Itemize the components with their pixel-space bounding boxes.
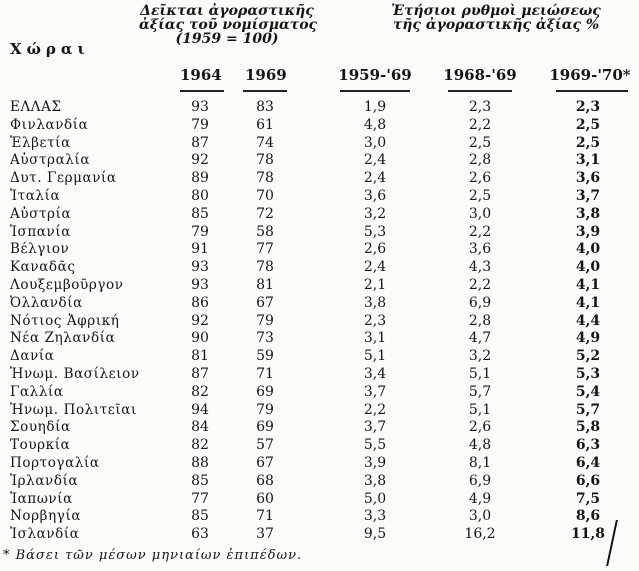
country-cell: Ἡνωμ. Πολιτεῖαι [10, 401, 137, 418]
rate-1969-70-cell: 11,8 [570, 526, 606, 543]
country-cell: Δανία [10, 348, 55, 365]
index-1969-cell: 61 [256, 116, 274, 133]
rate-1969-70-cell: 7,5 [575, 490, 601, 507]
rate-1969-70-cell: 4,1 [575, 294, 601, 311]
header-rule [340, 90, 410, 92]
table-row [0, 206, 639, 224]
index-1969-cell: 79 [256, 312, 274, 329]
index-1969-cell: 69 [256, 419, 274, 436]
rate-1959-69-cell: 5,3 [363, 223, 387, 240]
col-header-1968-69: 1968-'69 [443, 66, 517, 84]
country-cell: Φινλανδία [10, 116, 89, 133]
index-1964-cell: 79 [191, 223, 209, 240]
index-1964-cell: 93 [191, 277, 209, 293]
index-1969-cell: 73 [256, 330, 274, 347]
index-1964-cell: 86 [191, 294, 209, 311]
rate-1968-69-cell: 2,5 [468, 134, 492, 151]
header-rule [448, 90, 512, 92]
index-1964-cell: 90 [191, 330, 209, 347]
rate-1968-69-cell: 5,7 [468, 383, 492, 400]
index-1969-cell: 58 [256, 223, 274, 240]
index-1969-cell: 68 [256, 472, 274, 489]
rates-header-line1: Ἐτήσιοι ρυθμοὶ μειώσεως [391, 3, 601, 19]
rate-1968-69-cell: 4,7 [468, 330, 492, 347]
rate-1969-70-cell: 4,0 [575, 241, 601, 258]
index-1964-cell: 85 [191, 508, 209, 525]
rate-1969-70-cell: 2,5 [575, 134, 601, 151]
rate-1969-70-cell: 2,3 [575, 99, 601, 115]
table-row [0, 419, 639, 437]
rate-1959-69-cell: 3,7 [363, 419, 387, 436]
country-cell: Ὀλλανδία [10, 294, 83, 311]
rate-1968-69-cell: 16,2 [464, 526, 496, 543]
country-cell: Ἱσπανία [10, 223, 71, 240]
table-row [0, 348, 639, 366]
index-1969-cell: 78 [256, 170, 274, 187]
country-cell: Ἰταλία [10, 188, 61, 204]
country-cell: Βέλγιον [10, 241, 70, 258]
table-row [0, 313, 639, 331]
index-1964-cell: 93 [191, 259, 209, 276]
col-header-1969: 1969 [245, 66, 287, 84]
country-cell: Τουρκία [10, 437, 71, 454]
rate-1968-69-cell: 3,2 [468, 348, 492, 365]
rate-1959-69-cell: 3,8 [363, 472, 387, 489]
rate-1959-69-cell: 2,4 [363, 259, 387, 276]
rate-1968-69-cell: 4,8 [468, 437, 492, 454]
col-header-1959-69: 1959-'69 [338, 66, 412, 84]
index-1969-cell: 83 [256, 99, 274, 115]
index-1969-cell: 79 [256, 401, 274, 418]
rate-1959-69-cell: 3,8 [363, 294, 387, 311]
table-row [0, 170, 639, 188]
country-cell: Λουξεμβοῦργον [10, 277, 124, 293]
footnote: * Βάσει τῶν μέσων μηνιαίων ἐπιπέδων. [3, 548, 303, 563]
country-cell: Αὐστραλία [10, 152, 91, 169]
rate-1959-69-cell: 2,1 [363, 277, 387, 293]
country-cell: Ἑλβετία [10, 134, 71, 151]
index-1964-cell: 87 [191, 366, 209, 382]
country-cell: Ἰσλανδία [10, 526, 80, 543]
index-1969-cell: 67 [256, 455, 274, 471]
index-1969-cell: 77 [256, 241, 274, 258]
country-cell: Πορτογαλία [10, 455, 100, 471]
rate-1968-69-cell: 3,6 [468, 241, 492, 258]
rate-1969-70-cell: 5,2 [575, 348, 601, 365]
table-row [0, 508, 639, 526]
index-1964-cell: 93 [191, 99, 209, 115]
table-row [0, 455, 639, 473]
table-row [0, 384, 639, 402]
rate-1959-69-cell: 2,2 [363, 401, 387, 418]
index-1964-cell: 79 [191, 116, 209, 133]
index-1969-cell: 71 [256, 508, 274, 525]
index-group-header [139, 3, 318, 47]
index-1969-cell: 37 [256, 526, 274, 543]
rate-1968-69-cell: 2,6 [468, 419, 492, 436]
table-row [0, 330, 639, 348]
rate-1969-70-cell: 5,4 [575, 383, 601, 400]
country-cell: Δυτ. Γερμανία [10, 170, 117, 187]
rate-1969-70-cell: 6,6 [575, 472, 601, 489]
rate-1959-69-cell: 3,9 [363, 455, 387, 471]
index-1969-cell: 67 [256, 294, 274, 311]
rate-1969-70-cell: 3,8 [575, 205, 601, 222]
index-1969-cell: 78 [256, 259, 274, 276]
rate-1968-69-cell: 3,0 [468, 205, 492, 222]
rate-1969-70-cell: 6,3 [575, 437, 601, 454]
index-1969-cell: 74 [256, 134, 274, 151]
index-1969-cell: 57 [256, 437, 274, 454]
rate-1959-69-cell: 9,5 [363, 526, 387, 543]
table-row [0, 259, 639, 277]
rate-1959-69-cell: 3,7 [363, 383, 387, 400]
rate-1969-70-cell: 5,8 [575, 419, 601, 436]
table-row [0, 135, 639, 153]
rate-1968-69-cell: 2,8 [468, 152, 492, 169]
index-1964-cell: 85 [191, 472, 209, 489]
rate-1969-70-cell: 5,3 [575, 366, 601, 382]
rate-1969-70-cell: 3,9 [575, 223, 601, 240]
rate-1969-70-cell: 5,7 [575, 401, 601, 418]
index-header-line2: ἀξίας τοῦ νομίσματος [139, 17, 318, 33]
table-row [0, 241, 639, 259]
rate-1969-70-cell: 4,0 [575, 259, 601, 276]
index-header-line1: Δεῖκται ἀγοραστικῆς [140, 3, 314, 19]
country-cell: Ἰαπωνία [10, 490, 73, 507]
rates-header-line2: τῆς ἀγοραστικῆς ἀξίας % [392, 17, 600, 33]
rate-1959-69-cell: 3,2 [363, 205, 387, 222]
country-cell: Σουηδία [10, 419, 71, 436]
country-cell: Νότιος Ἀφρική [10, 312, 120, 329]
table-row [0, 117, 639, 135]
rate-1969-70-cell: 8,6 [575, 508, 601, 525]
index-1964-cell: 91 [191, 241, 209, 258]
rate-1959-69-cell: 3,3 [363, 508, 387, 525]
rate-1968-69-cell: 2,8 [468, 312, 492, 329]
rate-1968-69-cell: 3,0 [468, 508, 492, 525]
rate-1968-69-cell: 5,1 [468, 401, 492, 418]
country-cell: Γαλλία [10, 383, 64, 400]
index-1964-cell: 89 [191, 170, 209, 187]
index-1964-cell: 77 [191, 490, 209, 507]
country-cell: Νέα Ζηλανδία [10, 330, 116, 347]
country-cell: ΕΛΛΑΣ [10, 99, 62, 115]
rate-1959-69-cell: 3,6 [363, 188, 387, 204]
rate-1968-69-cell: 2,2 [468, 277, 492, 293]
table-row [0, 473, 639, 491]
index-1964-cell: 63 [191, 526, 209, 543]
table-row [0, 188, 639, 206]
rate-1959-69-cell: 2,4 [363, 152, 387, 169]
rate-1968-69-cell: 2,6 [468, 170, 492, 187]
col-header-1964: 1964 [180, 66, 222, 84]
index-1964-cell: 92 [191, 312, 209, 329]
header-rule [180, 90, 224, 92]
rate-1959-69-cell: 5,5 [363, 437, 387, 454]
table-row [0, 152, 639, 170]
rate-1959-69-cell: 4,8 [363, 116, 387, 133]
rate-1969-70-cell: 3,7 [575, 188, 601, 204]
table-row [0, 526, 639, 544]
rate-1959-69-cell: 3,4 [363, 366, 387, 382]
header-rule [243, 90, 287, 92]
table-row [0, 224, 639, 242]
rate-1969-70-cell: 4,1 [575, 277, 601, 293]
rate-1959-69-cell: 1,9 [363, 99, 387, 115]
index-1964-cell: 87 [191, 134, 209, 151]
rate-1959-69-cell: 5,1 [363, 348, 387, 365]
index-1964-cell: 81 [191, 348, 209, 365]
rate-1968-69-cell: 6,9 [468, 294, 492, 311]
index-1969-cell: 72 [256, 205, 274, 222]
rate-1968-69-cell: 8,1 [468, 455, 492, 471]
rate-1968-69-cell: 4,3 [468, 259, 492, 276]
header-rule [556, 90, 628, 92]
rate-1968-69-cell: 6,9 [468, 472, 492, 489]
index-1964-cell: 85 [191, 205, 209, 222]
rate-1959-69-cell: 2,4 [363, 170, 387, 187]
rate-1959-69-cell: 5,0 [363, 490, 387, 507]
index-1969-cell: 78 [256, 152, 274, 169]
table-row [0, 491, 639, 509]
table-row [0, 366, 639, 384]
country-cell: Αὐστρία [10, 205, 72, 222]
rate-1969-70-cell: 3,1 [575, 152, 601, 169]
country-cell: Νορβηγία [10, 508, 82, 525]
table-row [0, 277, 639, 295]
index-1969-cell: 81 [256, 277, 274, 293]
index-1969-cell: 71 [256, 366, 274, 382]
index-1964-cell: 92 [191, 152, 209, 169]
rate-1969-70-cell: 6,4 [575, 455, 601, 471]
rate-1968-69-cell: 2,5 [468, 188, 492, 204]
index-1964-cell: 84 [191, 419, 209, 436]
index-1969-cell: 59 [256, 348, 274, 365]
index-1964-cell: 88 [191, 455, 209, 471]
rate-1969-70-cell: 4,4 [575, 312, 601, 329]
rate-1968-69-cell: 2,2 [468, 223, 492, 240]
country-cell: Ἰρλανδία [10, 472, 79, 489]
index-1964-cell: 80 [191, 188, 209, 204]
rate-1959-69-cell: 3,0 [363, 134, 387, 151]
table-row [0, 295, 639, 313]
index-1969-cell: 70 [256, 188, 274, 204]
rate-1959-69-cell: 2,3 [363, 312, 387, 329]
rate-1968-69-cell: 2,3 [468, 99, 492, 115]
rate-1968-69-cell: 5,1 [468, 366, 492, 382]
rate-1969-70-cell: 3,6 [575, 170, 601, 187]
index-1969-cell: 69 [256, 383, 274, 400]
rate-1968-69-cell: 2,2 [468, 116, 492, 133]
rate-1959-69-cell: 3,1 [363, 330, 387, 347]
rate-1968-69-cell: 4,9 [468, 490, 492, 507]
country-cell: Ἡνωμ. Βασίλειον [10, 366, 140, 382]
table-row [0, 437, 639, 455]
country-cell: Καναδᾶς [10, 259, 76, 276]
table-row [0, 99, 639, 117]
rate-1969-70-cell: 2,5 [575, 116, 601, 133]
rate-1959-69-cell: 2,6 [363, 241, 387, 258]
index-1969-cell: 60 [256, 490, 274, 507]
countries-header: Χώραι [10, 40, 90, 58]
table-row [0, 402, 639, 420]
rate-1969-70-cell: 4,9 [575, 330, 601, 347]
index-1964-cell: 82 [191, 383, 209, 400]
col-header-1969-70: 1969-'70* [549, 66, 631, 84]
rates-group-header [368, 4, 624, 32]
index-1964-cell: 82 [191, 437, 209, 454]
index-1964-cell: 94 [191, 401, 209, 418]
index-header-line3: (1959 = 100) [175, 31, 279, 47]
